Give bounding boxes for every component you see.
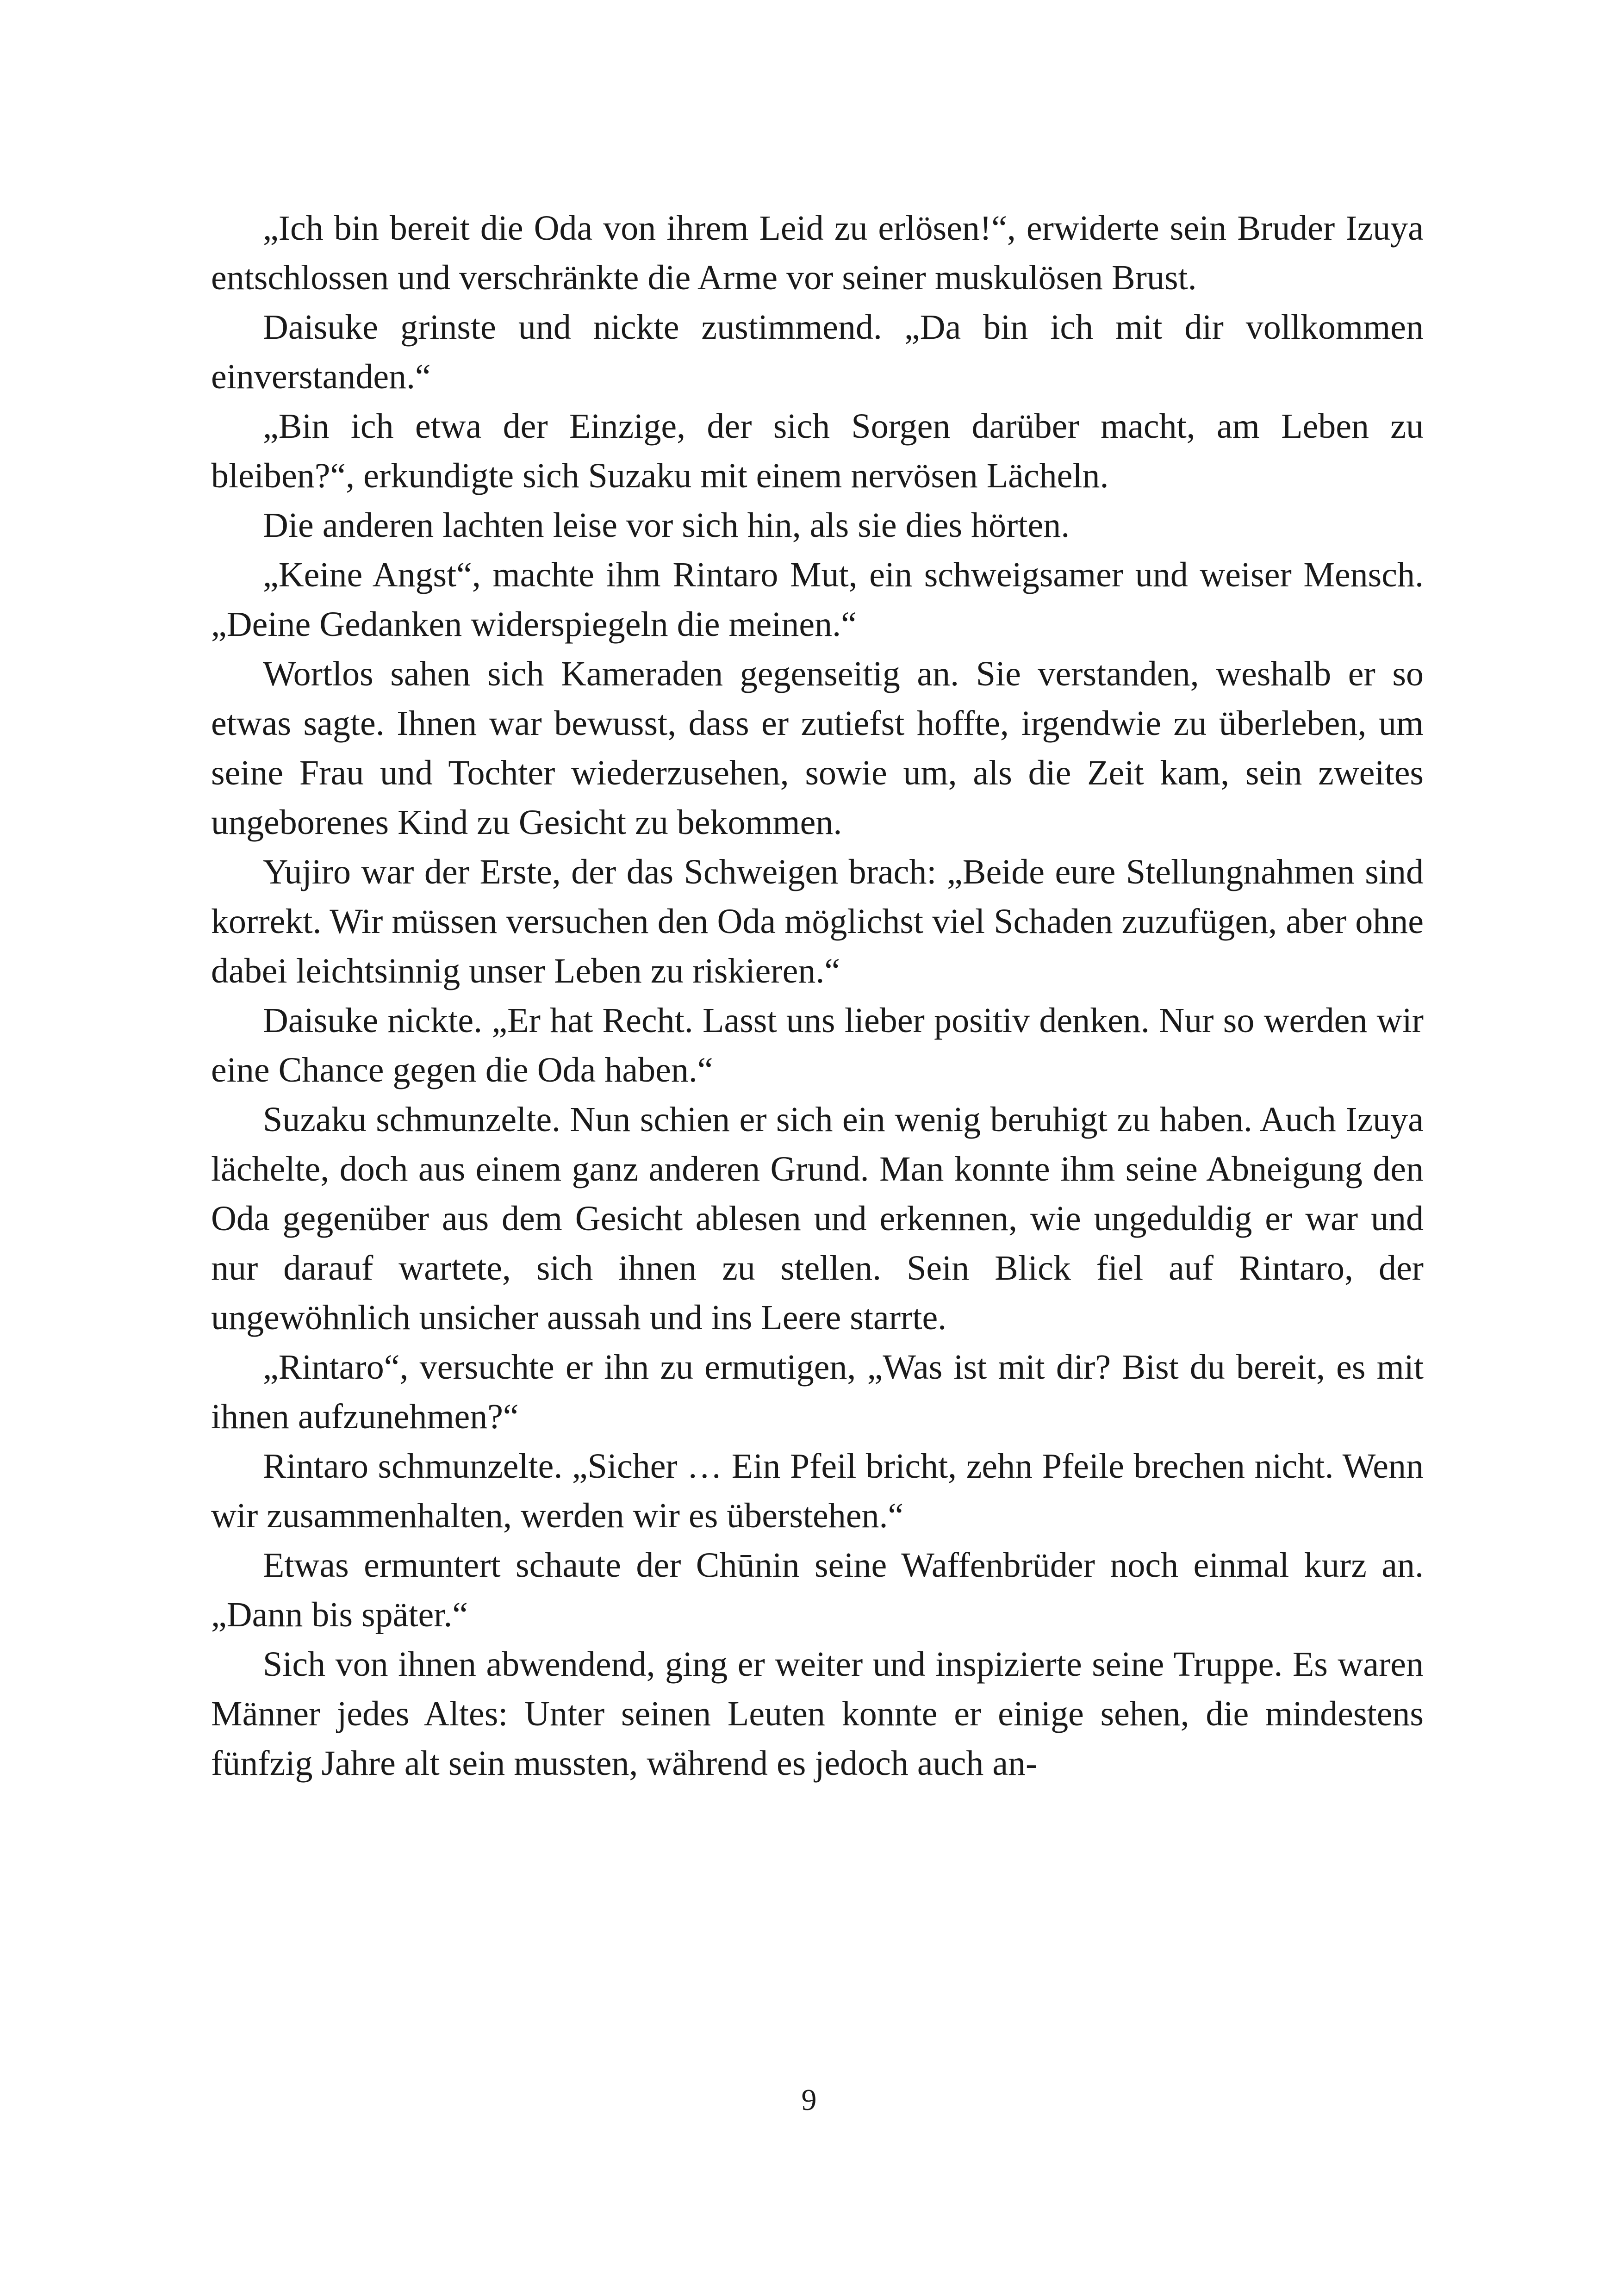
paragraph: Etwas ermuntert schaute der Chūnin seine Waffenbrüder noch einmal kurz an. „Dann bis später.“ [211, 1546, 1424, 1634]
paragraph: „Keine Angst“, machte ihm Rintaro Mut, ein schweigsamer und weiser Mensch. „Deine Gedanken widerspiegeln die meinen.“ [211, 555, 1424, 644]
paragraph: Daisuke grinste und nickte zustimmend. „Da bin ich mit dir vollkommen einverstanden.“ [211, 308, 1424, 396]
body-text [211, 204, 1424, 1788]
paragraph: „Ich bin bereit die Oda von ihrem Leid zu erlösen!“, erwiderte sein Bruder Izuya entschlossen und verschränkte die Arme vor seiner muskulösen Brust. [211, 209, 1424, 297]
paragraph: „Rintaro“, versuchte er ihn zu ermutigen, „Was ist mit dir? Bist du bereit, es mit ihnen aufzunehmen?“ [211, 1348, 1424, 1436]
paragraph: Yujiro war der Erste, der das Schweigen brach: „Beide eure Stellungnahmen sind korrekt. Wir müssen versuchen den Oda möglichst viel Schaden zuzufügen, aber ohne dabei leichtsinnig unser Leben zu riskieren.“ [211, 852, 1424, 990]
paragraph: Die anderen lachten leise vor sich hin, als sie dies hörten. [263, 506, 1070, 545]
paragraph: Rintaro schmunzelte. „Sicher … Ein Pfeil bricht, zehn Pfeile brechen nicht. Wenn wir zusammenhalten, werden wir es überstehen.“ [211, 1447, 1424, 1535]
paragraph: Suzaku schmunzelte. Nun schien er sich ein wenig beruhigt zu haben. Auch Izuya lächelte, doch aus einem ganz anderen Grund. Man konnte ihm seine Abneigung den Oda gegenüber aus dem Gesicht ablesen und erkennen, wie ungeduldig er war und nur darauf wartete, sich ihnen zu stellen. Sein Blick fiel auf Rintaro, der ungewöhnlich unsicher aussah und ins Leere starrte. [211, 1100, 1424, 1337]
paragraph: „Bin ich etwa der Einzige, der sich Sorgen darüber macht, am Leben zu bleiben?“, erkundigte sich Suzaku mit einem nervösen Lächeln. [211, 407, 1424, 495]
paragraph: Sich von ihnen abwendend, ging er weiter und inspizierte seine Truppe. Es waren Männer jedes Altes: Unter seinen Leuten konnte er einige sehen, die mindestens fünfzig Jahre alt sein mussten, während es jedoch auch an- [211, 1645, 1424, 1783]
paragraph: Wortlos sahen sich Kameraden gegenseitig an. Sie verstanden, weshalb er so etwas sagte. Ihnen war bewusst, dass er zutiefst hoffte, irgendwie zu überleben, um seine Frau und Tochter wiederzusehen, sowie um, als die Zeit kam, sein zweites ungeborenes Kind zu Gesicht zu bekommen. [211, 654, 1424, 842]
page-number: 9 [801, 2083, 817, 2117]
paragraph: Daisuke nickte. „Er hat Recht. Lasst uns lieber positiv denken. Nur so werden wir eine Chance gegen die Oda haben.“ [211, 1001, 1424, 1089]
